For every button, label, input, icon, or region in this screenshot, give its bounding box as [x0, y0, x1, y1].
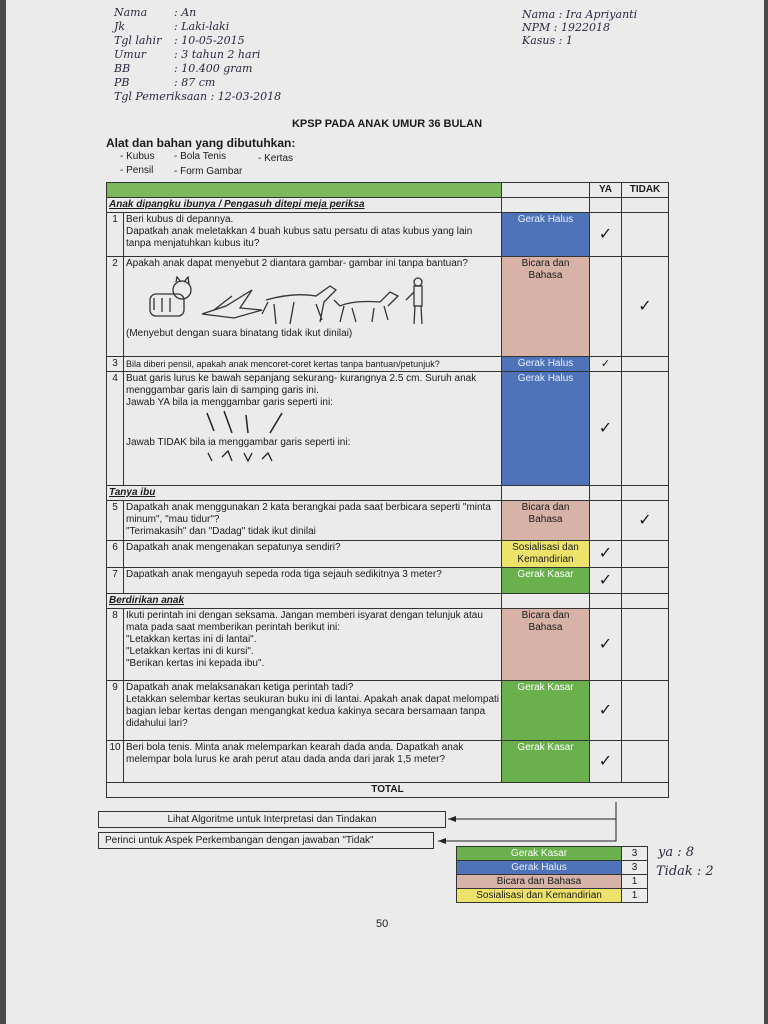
- total-row: [107, 783, 669, 798]
- patient-info: [114, 6, 314, 104]
- algorithm-box: Lihat Algoritme untuk Interpretasi dan Tindakan: [98, 811, 446, 828]
- tool-kertas: - Kertas: [258, 153, 294, 164]
- tidak-check: [622, 609, 669, 681]
- table-row: [107, 741, 669, 783]
- table-row: [107, 568, 669, 594]
- summary-row: [457, 875, 648, 889]
- section-title: Tanya ibu: [107, 486, 502, 501]
- table-row: [107, 357, 669, 372]
- connector-arrows: [430, 800, 620, 850]
- cat-icon: [150, 277, 191, 316]
- row-question-cell: [124, 372, 502, 486]
- table-row: [107, 541, 669, 568]
- summary-row: [457, 847, 648, 861]
- tgl-pemeriksaan: Tgl Pemeriksaan : 12-03-2018: [114, 90, 282, 103]
- header-aspect-blank: [502, 183, 590, 198]
- blank-cell: [622, 198, 669, 213]
- summary-row: [457, 861, 648, 875]
- row-question-2: Jawab TIDAK bila ia menggambar garis seperti ini:: [126, 437, 351, 448]
- ya-header: YA: [590, 183, 622, 198]
- student-name: Nama : Ira Apriyanti: [522, 8, 638, 21]
- row-number: 1: [107, 213, 124, 257]
- summary-value: 3: [622, 847, 648, 861]
- row-question: Buat garis lurus ke bawah sepanjang sekurang- kurangnya 2.5 cm. Suruh anak menggambar garis lain di samping garis ini. Jawab YA bila ia menggambar garis seperti ini:: [126, 373, 477, 408]
- table-row: [107, 372, 669, 486]
- doc-title: KPSP PADA ANAK UMUR 36 BULAN: [291, 118, 483, 130]
- row-number: 3: [107, 357, 124, 372]
- tidak-total: Tidak : 2: [656, 864, 714, 879]
- tidak-check: [622, 741, 669, 783]
- summary-value: 1: [622, 875, 648, 889]
- aspect-cell: Gerak Halus: [502, 213, 590, 257]
- student-npm: NPM : 1922018: [522, 21, 610, 34]
- blank-cell: [502, 594, 590, 609]
- ya-check: ✓: [590, 541, 622, 568]
- row-number: 8: [107, 609, 124, 681]
- aspect-cell: Sosialisasi dan Kemandirian: [502, 541, 590, 568]
- row-number: 7: [107, 568, 124, 594]
- summary-value: 3: [622, 861, 648, 875]
- row-number: 9: [107, 681, 124, 741]
- ya-check: [590, 501, 622, 541]
- blank-cell: [502, 486, 590, 501]
- section-row: [107, 486, 669, 501]
- aspect-cell: Gerak Halus: [502, 372, 590, 486]
- row-number: 6: [107, 541, 124, 568]
- row-question: Beri kubus di depannya. Dapatkah anak meletakkan 4 buah kubus satu persatu di atas kubus yang lain tanpa menjatuhkan kubus itu?: [124, 213, 502, 257]
- row-question-cell: [124, 257, 502, 357]
- section-row: [107, 594, 669, 609]
- ya-check: ✓: [590, 213, 622, 257]
- blank-cell: [590, 486, 622, 501]
- tidak-check: [622, 357, 669, 372]
- section-title: Berdirikan anak: [107, 594, 502, 609]
- summary-value: 1: [622, 889, 648, 903]
- tidak-check: [622, 681, 669, 741]
- tools-heading: Alat dan bahan yang dibutuhkan:: [106, 136, 296, 150]
- row-number: 5: [107, 501, 124, 541]
- tool-kubus: - Kubus: [120, 151, 155, 162]
- case-number: Kasus : 1: [522, 34, 573, 47]
- aspect-cell: Bicara dan Bahasa: [502, 609, 590, 681]
- wavy-lines-example: [202, 449, 322, 465]
- tidak-check: [622, 541, 669, 568]
- row-question: Beri bola tenis. Minta anak melemparkan kearah dada anda. Dapatkah anak melempar bola lurus ke arah perut atau dada anda dari jarak 1,5 meter?: [124, 741, 502, 783]
- bb-value: : 10.400 gram: [174, 62, 253, 75]
- tool-form-gambar: - Form Gambar: [174, 166, 243, 177]
- row-question: Apakah anak dapat menyebut 2 diantara gambar- gambar ini tanpa bantuan?: [126, 258, 468, 269]
- ya-check: ✓: [590, 568, 622, 594]
- summary-label: Bicara dan Bahasa: [457, 875, 622, 889]
- tool-pensil: - Pensil: [120, 165, 154, 176]
- aspect-cell: Gerak Kasar: [502, 681, 590, 741]
- ya-check: ✓: [590, 609, 622, 681]
- section-row: [107, 198, 669, 213]
- student-info: [522, 8, 637, 47]
- row-question: Dapatkah anak menggunakan 2 kata berangkai pada saat berbicara seperti "minta minum", "mau tidur"? "Terimakasih" dan "Dadag" tidak ikut dinilai: [124, 501, 502, 541]
- animal-pictures: [144, 276, 434, 326]
- tidak-check: [622, 213, 669, 257]
- ya-check: ✓: [590, 741, 622, 783]
- aspect-cell: Gerak Kasar: [502, 741, 590, 783]
- table-row: [107, 501, 669, 541]
- row-number: 2: [107, 257, 124, 357]
- summary-label: Sosialisasi dan Kemandirian: [457, 889, 622, 903]
- jk-value: : Laki-laki: [174, 20, 230, 33]
- table-row: [107, 213, 669, 257]
- tidak-check: [622, 568, 669, 594]
- blank-cell: [502, 198, 590, 213]
- kpsp-table: [106, 182, 669, 798]
- umur-value: : 3 tahun 2 hari: [174, 48, 261, 61]
- table-header-row: [107, 183, 669, 198]
- total-label: TOTAL: [107, 783, 669, 798]
- ya-check: ✓: [590, 357, 622, 372]
- summary-row: [457, 889, 648, 903]
- horse-icon: [262, 286, 336, 324]
- pb-value: : 87 cm: [174, 76, 216, 89]
- blank-cell: [590, 198, 622, 213]
- tidak-header: TIDAK: [622, 183, 669, 198]
- aspect-cell: Gerak Kasar: [502, 568, 590, 594]
- table-row: [107, 257, 669, 357]
- tgl-lahir-label: Tgl lahir: [114, 34, 162, 47]
- aspect-cell: Bicara dan Bahasa: [502, 501, 590, 541]
- ya-total: ya : 8: [658, 845, 695, 860]
- summary-table: [456, 846, 648, 903]
- section-title: Anak dipangku ibunya / Pengasuh ditepi meja periksa: [107, 198, 502, 213]
- summary-label: Gerak Halus: [457, 861, 622, 875]
- summary-label: Gerak Kasar: [457, 847, 622, 861]
- blank-cell: [590, 594, 622, 609]
- blank-cell: [622, 486, 669, 501]
- person-icon: [406, 278, 422, 324]
- detail-box: Perinci untuk Aspek Perkembangan dengan jawaban "Tidak": [98, 832, 434, 849]
- tgl-lahir-value: : 10-05-2015: [174, 34, 245, 47]
- row-note: (Menyebut dengan suara binatang tidak ikut dinilai): [126, 328, 353, 339]
- blank-cell: [622, 594, 669, 609]
- straight-lines-example: [202, 409, 322, 437]
- row-number: 4: [107, 372, 124, 486]
- row-question: Bila diberi pensil, apakah anak mencoret-coret kertas tanpa bantuan/petunjuk?: [124, 357, 502, 372]
- table-row: [107, 609, 669, 681]
- row-question: Dapatkah anak mengayuh sepeda roda tiga sejauh sedikitnya 3 meter?: [124, 568, 502, 594]
- row-question: Ikuti perintah ini dengan seksama. Jangan memberi isyarat dengan telunjuk atau mata pada saat memberikan perintah berikut ini: "Letakkan kertas ini di lantai". "Letakkan kertas ini di kursi". "Berikan kertas ini kepada ibu".: [124, 609, 502, 681]
- nama-value: : An: [174, 6, 197, 19]
- page-number: 50: [376, 918, 389, 930]
- ya-check: [590, 257, 622, 357]
- row-question: Dapatkah anak mengenakan sepatunya sendiri?: [124, 541, 502, 568]
- row-question: Dapatkah anak melaksanakan ketiga perintah tadi? Letakkan selembar kertas seukuran buku ini di lantai. Apakah anak dapat melompati bagian lebar kertas dengan mengangkat kedua kakinya secara bersamaan tanpa didahului lari?: [124, 681, 502, 741]
- pb-label: PB: [114, 76, 130, 89]
- table-row: [107, 681, 669, 741]
- tidak-check: [622, 372, 669, 486]
- jk-label: Jk: [114, 20, 126, 33]
- bb-label: BB: [114, 62, 131, 75]
- umur-label: Umur: [114, 48, 147, 61]
- tidak-check: ✓: [622, 501, 669, 541]
- aspect-cell: Bicara dan Bahasa: [502, 257, 590, 357]
- ya-check: ✓: [590, 681, 622, 741]
- tidak-check: ✓: [622, 257, 669, 357]
- bird-icon: [202, 290, 262, 318]
- tool-bola-tenis: - Bola Tenis: [174, 151, 227, 162]
- aspect-cell: Gerak Halus: [502, 357, 590, 372]
- header-blank: [107, 183, 502, 198]
- nama-label: Nama: [114, 6, 148, 19]
- ya-check: ✓: [590, 372, 622, 486]
- row-number: 10: [107, 741, 124, 783]
- dog-icon: [334, 292, 398, 322]
